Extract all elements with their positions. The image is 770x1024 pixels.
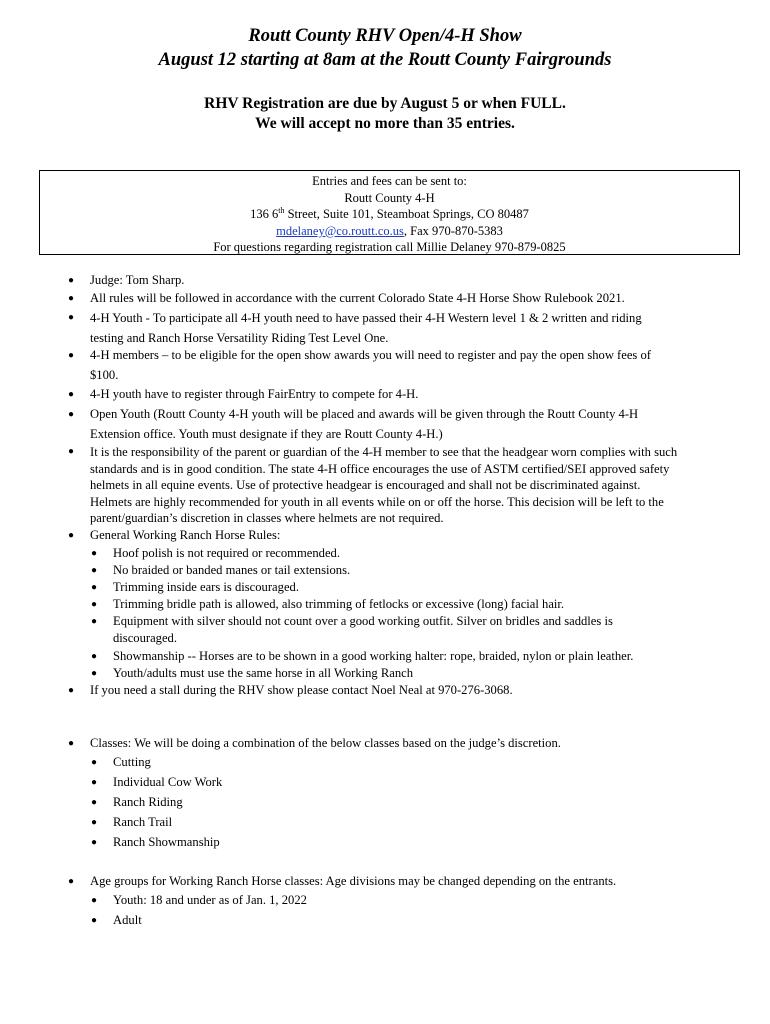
email-link[interactable]: mdelaney@co.routt.co.us [276, 223, 404, 238]
item-text-line: discouraged. [113, 631, 177, 645]
list-item [68, 386, 750, 403]
address-number: 136 6 [250, 207, 279, 222]
item-text: Youth: 18 and under as of Jan. 1, 2022 [113, 893, 307, 907]
item-text-line: 4-H Youth - To participate all 4-H youth need to have passed their 4-H Western level 1 & 2 written and riding [90, 311, 642, 325]
item-text: Trimming bridle path is allowed, also trimming of fetlocks or excessive (long) facial hair. [113, 597, 565, 611]
sub-list-item [91, 562, 753, 579]
item-text-line: It is the responsibility of the parent or guardian of the 4-H member to see that the headgear worn complies with such [90, 445, 678, 459]
bullet: ● [91, 599, 98, 610]
item-text: Ranch Trail [113, 815, 173, 829]
fax-text: , Fax 970-870-5383 [403, 223, 503, 238]
bullet: ● [91, 582, 98, 593]
sub-list-item [91, 912, 753, 929]
bullet: ● [68, 738, 75, 749]
item-text-line: standards and is in good condition. The state 4-H office encourages the use of ASTM certified/SEI approved safety [90, 461, 670, 476]
sub-list-item [91, 596, 753, 613]
item-text: Age groups for Working Ranch Horse classes: Age divisions may be changed depending on the entrants. [90, 874, 617, 888]
list-item [68, 873, 750, 890]
item-text: No braided or banded manes or tail extensions. [113, 563, 351, 577]
bullet: ● [68, 530, 75, 541]
bullet: ● [91, 757, 98, 768]
bullet: ● [91, 548, 98, 559]
item-text: Adult [113, 913, 142, 927]
bullet: ● [68, 409, 75, 420]
item-text: Cutting [113, 755, 151, 769]
contact-questions: For questions regarding registration call Millie Delaney 970-879-0825 [213, 240, 566, 255]
item-text: Trimming inside ears is discouraged. [113, 580, 299, 594]
item-text: If you need a stall during the RHV show please contact Noel Neal at 970-276-3068. [90, 683, 513, 697]
bullet: ● [68, 293, 75, 304]
sub-list-item [91, 665, 753, 682]
item-text: Ranch Showmanship [113, 835, 220, 849]
bullet: ● [68, 350, 75, 361]
bullet: ● [91, 668, 98, 679]
item-text-line: Equipment with silver should not count over a good working outfit. Silver on bridles and saddles is [113, 614, 613, 628]
contact-address [40, 206, 739, 223]
contact-line-1: Entries and fees can be sent to: [312, 174, 467, 188]
contact-email-fax [40, 223, 739, 240]
address-suffix: th [278, 206, 285, 216]
bullet: ● [91, 895, 98, 906]
bullet: ● [91, 915, 98, 926]
notice-line-1: RHV Registration are due by August 5 or when FULL. [204, 95, 566, 112]
item-text: Individual Cow Work [113, 775, 223, 789]
sub-list-item [91, 648, 753, 665]
item-text: Showmanship -- Horses are to be shown in a good working halter: rope, braided, nylon or plain leather. [113, 649, 634, 663]
list-item [68, 735, 750, 752]
item-text-line: testing and Ranch Horse Versatility Riding Test Level One. [90, 331, 389, 345]
list-item [68, 290, 750, 307]
item-text-line: $100. [90, 367, 119, 382]
title-line-2: August 12 starting at 8am at the Routt County Fairgrounds [158, 50, 612, 70]
sub-list-item [91, 774, 753, 791]
sub-list-item [91, 545, 753, 562]
sub-list-item [91, 579, 753, 596]
item-text-line: Open Youth (Routt County 4-H youth will be placed and awards will be given through the Routt County 4-H [90, 407, 639, 421]
bullet: ● [68, 876, 75, 887]
list-item [68, 308, 750, 348]
bullet: ● [91, 616, 98, 627]
list-item [68, 444, 750, 527]
item-text-line: helmets in all equine events. Use of protective headgear is encouraged and shall not be discriminated against. [90, 478, 641, 492]
sub-list-item [91, 754, 753, 771]
list-item [68, 346, 750, 385]
item-text: 4-H youth have to register through FairEntry to compete for 4-H. [90, 387, 419, 401]
item-text: Youth/adults must use the same horse in all Working Ranch [113, 666, 414, 680]
contact-line-2: Routt County 4-H [344, 190, 435, 205]
notice-line-2: We will accept no more than 35 entries. [255, 115, 515, 132]
bullet: ● [68, 275, 75, 286]
item-text: Ranch Riding [113, 795, 183, 809]
list-item [68, 405, 750, 444]
sub-list-item [91, 892, 753, 909]
bullet: ● [91, 777, 98, 788]
list-item [68, 272, 750, 289]
sub-list-item [91, 814, 753, 831]
item-text-line: Helmets are highly recommended for youth in all events while on or off the horse. This decision will be left to the [90, 494, 664, 509]
bullet: ● [91, 817, 98, 828]
item-text-line: 4-H members – to be eligible for the open show awards you will need to register and pay the open show fees of [90, 348, 651, 362]
bullet: ● [68, 446, 75, 457]
bullet: ● [68, 312, 75, 323]
item-text-line: parent/guardian’s discretion in classes where helmets are not required. [90, 511, 444, 525]
bullet: ● [91, 565, 98, 576]
item-text: General Working Ranch Horse Rules: [90, 528, 281, 542]
bullet: ● [91, 837, 98, 848]
item-text: All rules will be followed in accordance with the current Colorado State 4-H Horse Show Rulebook 2021. [90, 291, 625, 305]
item-text: Hoof polish is not required or recommended. [113, 546, 340, 560]
sub-list-item [91, 613, 753, 647]
bullet: ● [68, 685, 75, 696]
title-line-1: Routt County RHV Open/4-H Show [248, 26, 522, 46]
contact-box [39, 170, 740, 255]
sub-list-item [91, 834, 753, 851]
bullet: ● [91, 651, 98, 662]
item-text-line: Extension office. Youth must designate if they are Routt County 4-H.) [90, 426, 443, 441]
list-item [68, 682, 750, 699]
item-text: Judge: Tom Sharp. [90, 273, 185, 287]
list-item [68, 527, 750, 544]
item-text: Classes: We will be doing a combination of the below classes based on the judge’s discretion. [90, 736, 561, 750]
address-street: Street, Suite 101, Steamboat Springs, CO 80487 [284, 207, 529, 222]
bullet: ● [91, 797, 98, 808]
bullet: ● [68, 389, 75, 400]
sub-list-item [91, 794, 753, 811]
